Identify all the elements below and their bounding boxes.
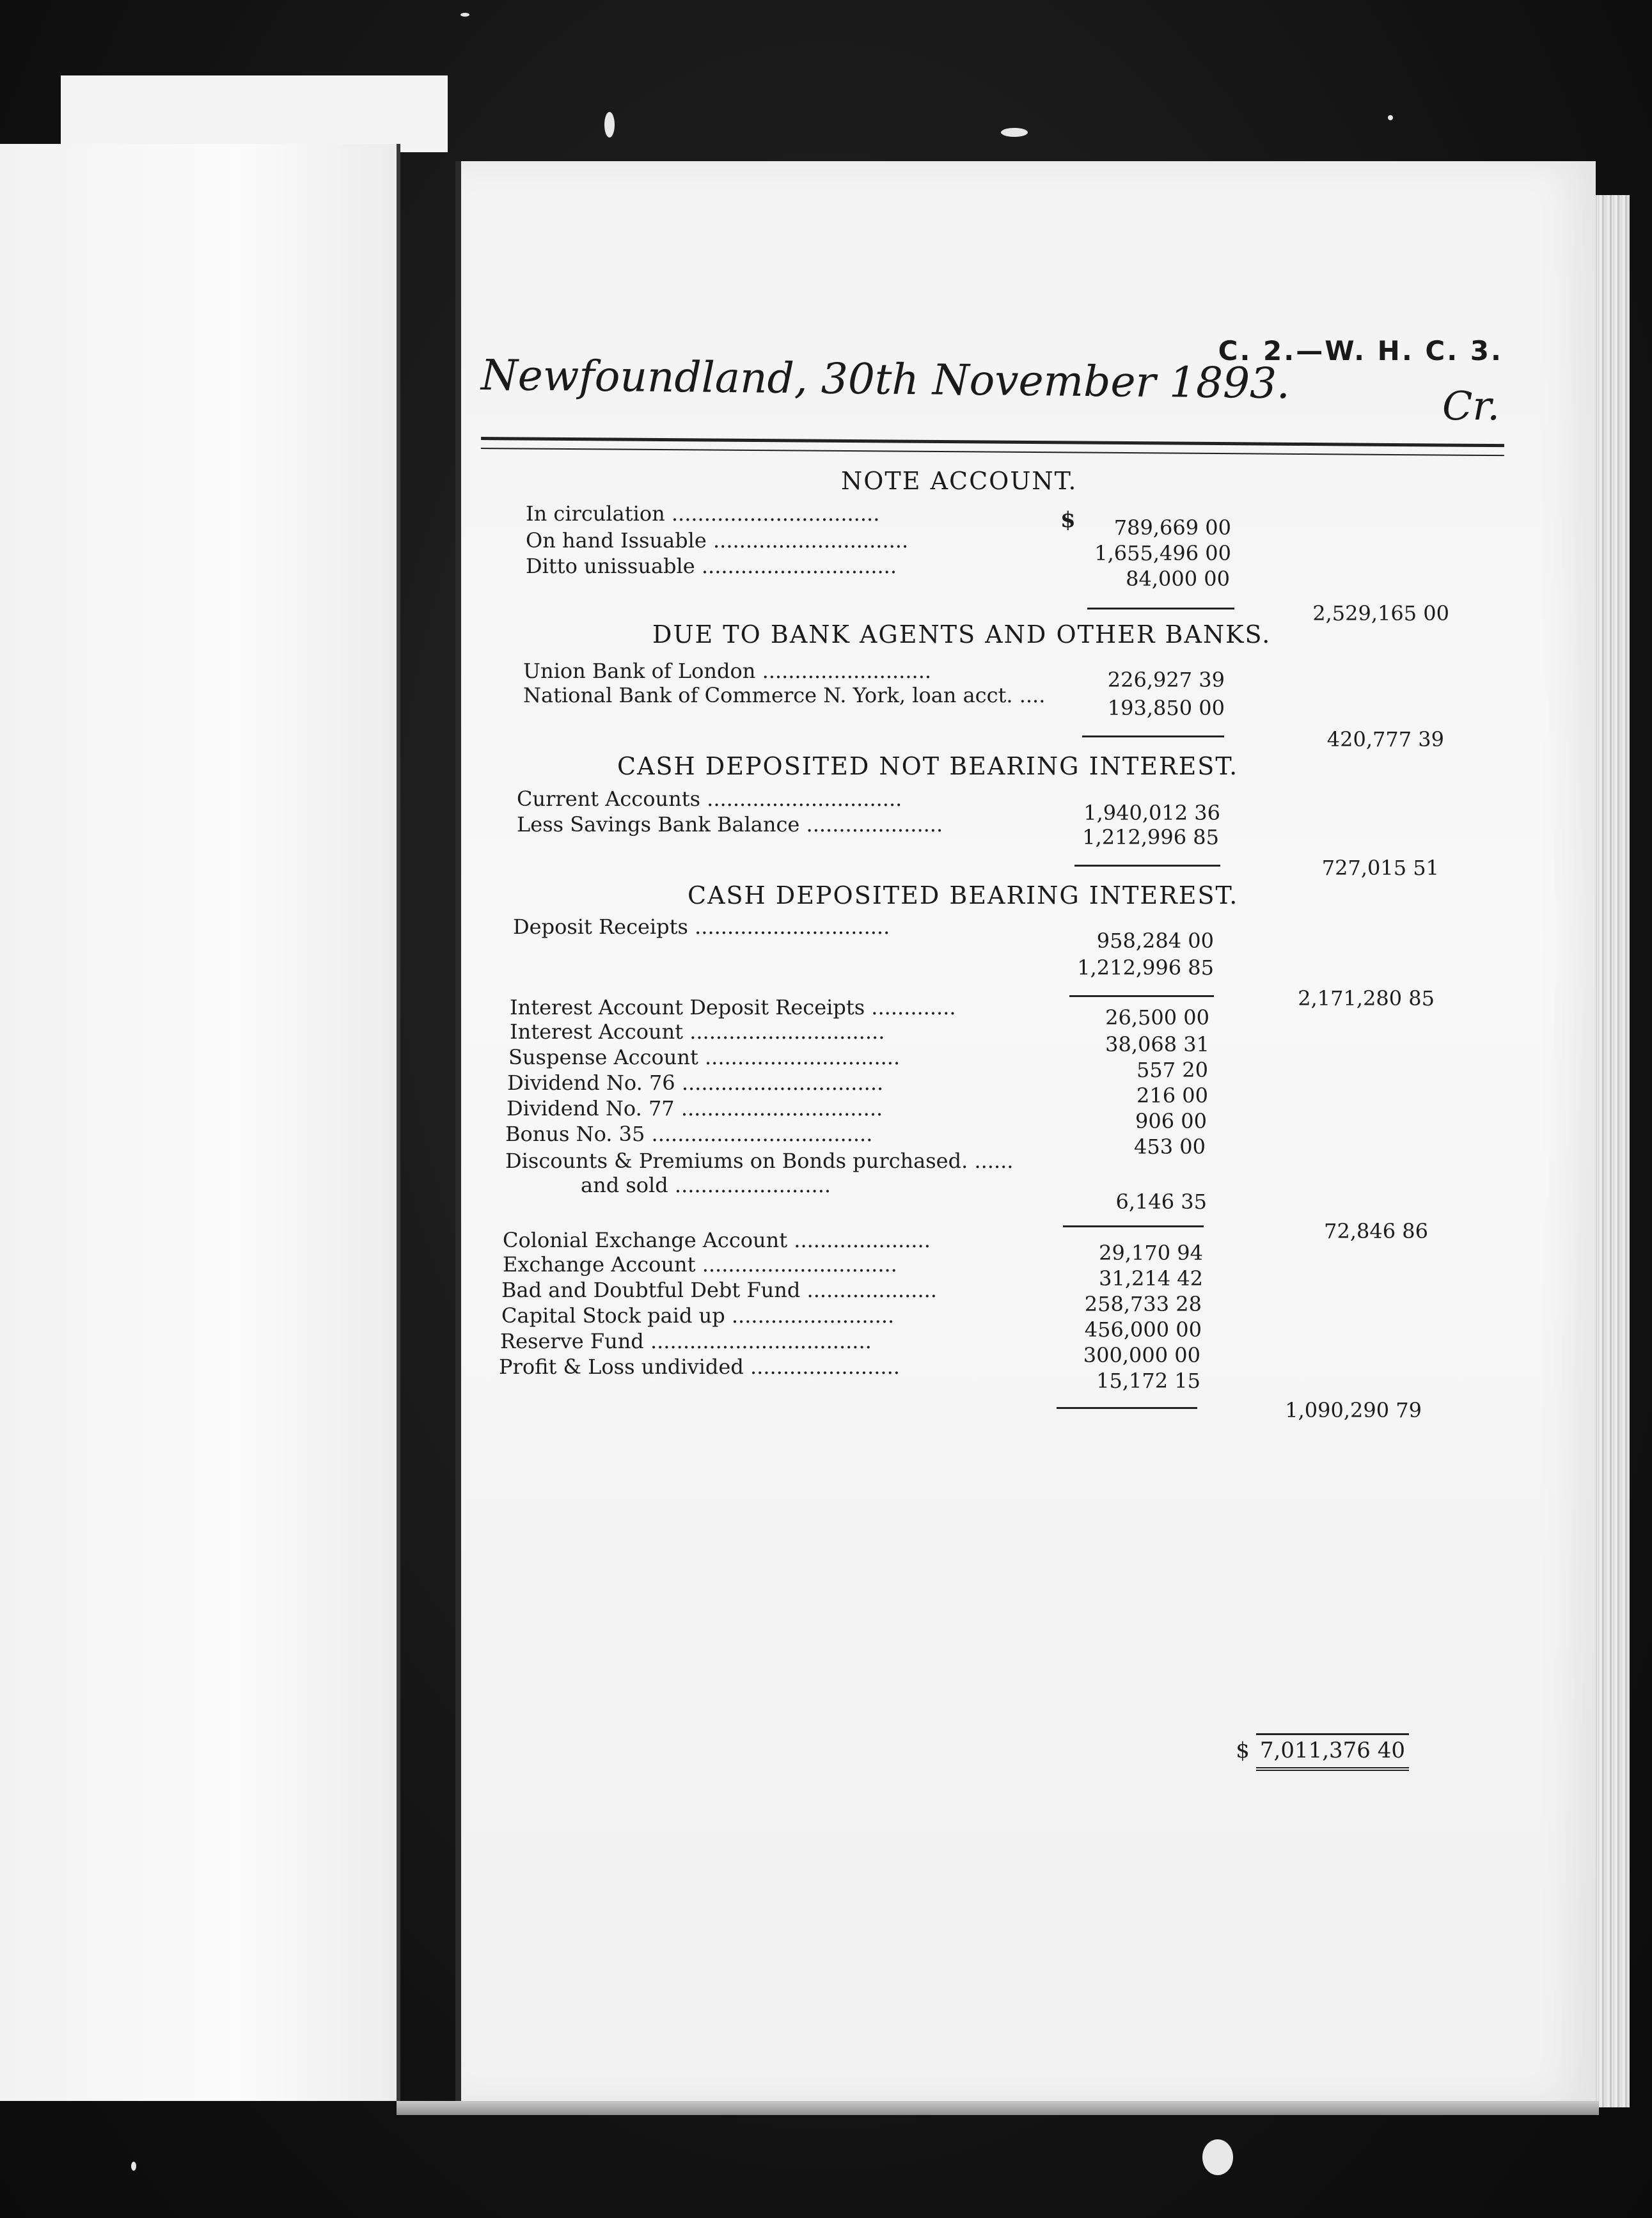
ledger-row-label: Interest Account Deposit Receipts ............. [510,995,956,1019]
ledger-row-label: Union Bank of London .......................... [523,659,932,683]
currency-symbol: $ [1236,1738,1250,1763]
ledger-row-amount: 453 00 [1134,1135,1206,1159]
subtotal-rule [1082,735,1224,737]
ledger-row-label: Deposit Receipts .............................. [513,915,890,939]
ledger-row-label: Suspense Account .............................. [508,1045,901,1069]
ledger-row-label: Exchange Account .............................. [503,1252,897,1277]
ledger-row-amount: 216 00 [1137,1083,1208,1108]
ledger-row-label: Dividend No. 76 ............................... [507,1071,884,1095]
ledger-row-amount: 1,212,996 85 [1077,956,1214,980]
ledger-row-amount: 31,214 42 [1099,1266,1203,1291]
ledger-row-amount: 789,669 00 [1113,515,1231,540]
reference-code: C. 2.—W. H. C. 3. [1218,335,1503,366]
section-total: 727,015 51 [1321,856,1439,880]
ledger-row-label: Bad and Doubtful Debt Fund .................... [501,1278,937,1302]
ledger-row-amount: 1,212,996 85 [1082,825,1219,849]
page-title: Newfoundland, 30th November 1893. [480,350,1291,409]
ledger-row-label: Less Savings Bank Balance ..................... [517,812,943,837]
subtotal-rule [1087,608,1234,610]
ledger-row-amount: 29,170 94 [1099,1241,1203,1265]
ledger-row-amount: 6,146 35 [1115,1190,1207,1214]
credit-mark: Cr. [1442,382,1500,429]
ledger-row-label: Profit & Loss undivided ....................... [499,1355,900,1379]
ledger-row-label: National Bank of Commerce N. York, loan acct. .... [523,683,1046,707]
ledger-row-label: Bonus No. 35 .................................. [505,1122,873,1146]
section-total: 1,090,290 79 [1285,1398,1422,1422]
grand-total [1236,1733,1409,1771]
ledger-row-label: On hand Issuable .............................. [526,528,909,553]
ledger-row-amount: 26,500 00 [1105,1005,1209,1030]
ledger-row-amount: 15,172 15 [1096,1369,1200,1393]
ledger-row-label: Colonial Exchange Account ..................... [503,1228,931,1252]
section-title-cash-bearing: CASH DEPOSITED BEARING INTEREST. [688,881,1239,909]
ledger-row-label: Capital Stock paid up ......................... [501,1303,895,1328]
ledger-row-label: In circulation ................................ [526,501,880,526]
ledger-row-label: Ditto unissuable .............................. [526,554,897,578]
ledger-row-amount: 193,850 00 [1107,696,1225,720]
ledger-row-amount: 38,068 31 [1105,1032,1209,1057]
ledger-row-label: and sold ........................ [581,1173,831,1197]
ledger-row-label: Dividend No. 77 ............................... [507,1096,883,1121]
subtotal-rule [1057,1407,1197,1409]
subtotal-rule [1069,995,1214,997]
ledger-row-amount: 258,733 28 [1084,1292,1202,1316]
ledger-row-amount: 906 00 [1135,1109,1207,1133]
ledger-row-amount: 958,284 00 [1096,929,1214,953]
ledger-row-label: Discounts & Premiums on Bonds purchased. ...... [505,1149,1014,1173]
currency-symbol: $ [1060,507,1076,533]
subtotal-rule [1074,865,1220,867]
ledger-row-label: Reserve Fund .................................. [500,1329,872,1353]
section-title-due-to-banks: DUE TO BANK AGENTS AND OTHER BANKS. [652,620,1271,649]
ledger-row-amount: 1,940,012 36 [1083,801,1220,825]
ledger-row-amount: 456,000 00 [1084,1317,1202,1342]
ledger-row-amount: 557 20 [1137,1058,1208,1082]
section-total: 2,171,280 85 [1298,986,1435,1011]
ledger-row-amount: 226,927 39 [1107,668,1225,692]
ledger-row-amount: 84,000 00 [1126,567,1230,591]
section-total: 420,777 39 [1326,727,1444,751]
ledger-row-label: Interest Account .............................. [510,1019,885,1044]
section-total: 72,846 86 [1324,1219,1428,1243]
subtotal-rule [1063,1225,1204,1227]
ledger-row-amount: 300,000 00 [1083,1343,1200,1367]
section-title-cash-not-bearing: CASH DEPOSITED NOT BEARING INTEREST. [617,752,1239,780]
section-title-note-account: NOTE ACCOUNT. [841,467,1078,495]
grand-total-amount: 7,011,376 40 [1256,1733,1409,1771]
section-total: 2,529,165 00 [1312,601,1449,625]
ledger-row-amount: 1,655,496 00 [1094,541,1231,565]
ledger-row-label: Current Accounts .............................. [517,787,902,811]
